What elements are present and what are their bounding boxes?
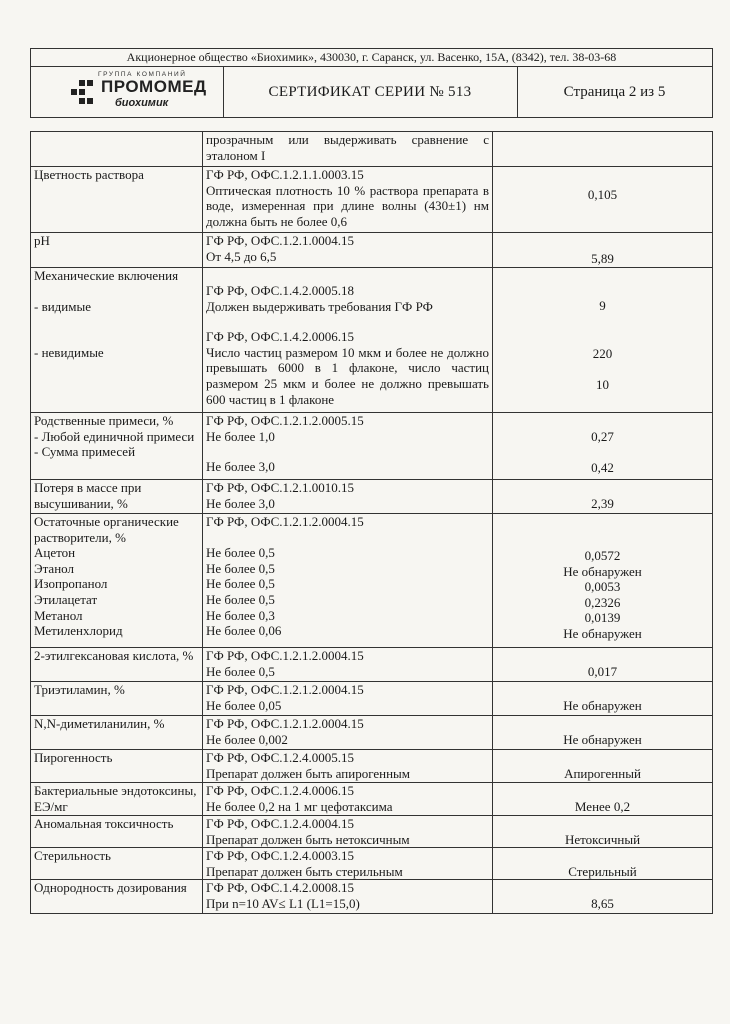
test-method: ГФ РФ, ОФС.1.2.1.0004.15 [206, 233, 355, 248]
table-row [31, 716, 713, 750]
result-value: 0,27 [591, 429, 614, 444]
solvent-name: Метанол [34, 607, 83, 623]
spec-text: Не более 0,5 [206, 545, 275, 561]
table-row [31, 268, 713, 413]
spec-text: Не более 0,3 [206, 607, 275, 623]
test-name: Механические включения [34, 268, 179, 283]
result-value: Не обнаружен [563, 732, 642, 747]
test-method: ГФ РФ, ОФС.1.2.1.2.0004.15 [206, 514, 364, 529]
table-row [31, 480, 713, 514]
table-row [31, 167, 713, 233]
spec-text: Оптическая плотность 10 % раствора препарата в воде, измеренная при длине волны (430±1) нм должна быть не более 0,6 [206, 182, 489, 229]
test-method: ГФ РФ, ОФС.1.2.1.0010.15 [206, 480, 355, 495]
test-name: N,N-диметиланилин, % [31, 716, 203, 750]
result-value: Не обнаружен [563, 698, 642, 713]
spec-text: Препарат должен быть апирогенным [206, 765, 410, 781]
spec-text: прозрачным или выдерживать сравнение с эталоном I [203, 132, 493, 167]
spec-text: Должен выдерживать требования ГФ РФ [206, 298, 433, 314]
solvent-name: Ацетон [34, 545, 76, 561]
spec-text: Не более 0,5 [206, 591, 275, 607]
result-value: 10 [596, 377, 609, 392]
test-name: 2-этилгексановая кислота, % [31, 648, 203, 682]
test-method: ГФ РФ, ОФС.1.2.4.0005.15 [206, 750, 355, 765]
test-subname: - видимые [34, 298, 91, 314]
spec-text: Не более 1,0 [206, 428, 275, 444]
table-row [31, 682, 713, 716]
table-row [31, 848, 713, 880]
result-value: 9 [599, 298, 606, 313]
table-row [31, 233, 713, 268]
test-method: ГФ РФ, ОФС.1.2.1.2.0004.15 [206, 682, 364, 697]
result-value: 220 [592, 346, 613, 361]
spec-text: Не более 0,5 [206, 663, 275, 679]
result-value: 0,0572 [584, 548, 621, 563]
test-name: Аномальная токсичность [31, 816, 203, 848]
result-value: Не обнаружен [563, 563, 642, 579]
table-row [31, 132, 713, 167]
test-name: pH [31, 233, 203, 268]
test-method: ГФ РФ, ОФС.1.2.1.2.0004.15 [206, 648, 364, 663]
test-method: ГФ РФ, ОФС.1.2.4.0004.15 [206, 816, 355, 831]
table-row [31, 648, 713, 682]
company-address-line: Акционерное общество «Биохимик», 430030, г. Саранск, ул. Васенко, 15А, (8342), тел. 38-03-68 [31, 49, 712, 67]
result-value: 0,0139 [584, 610, 621, 626]
test-name: Однородность дозирования [31, 880, 203, 914]
test-method: ГФ РФ, ОФС.1.2.4.0003.15 [206, 848, 355, 864]
page-number: Страница 2 из 5 [563, 84, 666, 100]
spec-text: Не более 0,5 [206, 576, 275, 592]
spec-text: Число частиц размером 10 мкм и более не должно превышать 6000 в 1 флаконе, число частиц размером 25 мкм и более не должно превышать 600 частиц в 1 флаконе [206, 344, 489, 407]
spec-text: Не более 0,5 [206, 560, 275, 576]
test-method: ГФ РФ, ОФС.1.2.1.1.0003.15 [206, 167, 364, 182]
result-value: Апирогенный [564, 766, 641, 781]
test-method: ГФ РФ, ОФС.1.4.2.0006.15 [206, 329, 355, 345]
table-row [31, 514, 713, 648]
spec-text: Препарат должен быть стерильным [206, 863, 403, 879]
test-name: Бактериальные эндотоксины, ЕЭ/мг [31, 783, 203, 816]
logo-group-caption: ГРУППА КОМПАНИЙ [98, 71, 187, 78]
test-method: ГФ РФ, ОФС.1.4.2.0005.18 [206, 283, 355, 298]
result-value: 0,017 [587, 664, 618, 679]
spec-text: При n=10 AV≤ L1 (L1=15,0) [206, 895, 360, 911]
test-subname: - невидимые [34, 345, 104, 361]
result-value: 0,42 [591, 460, 614, 475]
table-row [31, 413, 713, 480]
logo-subtitle: биохимик [115, 97, 169, 109]
test-name: Остаточные органические растворители, % [34, 514, 179, 545]
solvent-name: Этанол [34, 560, 74, 576]
test-subname: - Сумма примесей [34, 444, 136, 460]
spec-text: Не более 0,2 на 1 мг цефотаксима [206, 798, 393, 814]
spec-text: Не более 0,06 [206, 623, 282, 639]
table-row [31, 750, 713, 783]
spec-text: Не более 0,05 [206, 697, 282, 713]
result-value: Не обнаружен [563, 626, 642, 641]
test-method: ГФ РФ, ОФС.1.2.1.2.0005.15 [206, 413, 364, 428]
company-logo [31, 66, 224, 118]
logo-name: ПРОМОМЕД [101, 77, 207, 96]
spec-text: Препарат должен быть нетоксичным [206, 831, 410, 847]
promomed-logo-icon [61, 79, 101, 105]
table-row [31, 880, 713, 914]
spec-text: Не более 0,002 [206, 731, 288, 747]
test-method: ГФ РФ, ОФС.1.2.4.0006.15 [206, 783, 355, 798]
solvent-name: Изопропанол [34, 576, 108, 592]
table-row [31, 783, 713, 816]
result-value: 5,89 [591, 251, 614, 266]
test-subname: - Любой единичной примеси [34, 428, 195, 444]
solvent-name: Метиленхлорид [34, 623, 123, 639]
test-name: Потеря в массе при высушивании, % [31, 480, 203, 514]
test-name: Триэтиламин, % [31, 682, 203, 716]
spec-text: Не более 3,0 [206, 495, 275, 511]
result-value: 0,105 [587, 187, 618, 202]
specification-table [30, 131, 713, 914]
result-value: 0,2326 [584, 594, 621, 610]
result-value: Стерильный [568, 864, 637, 880]
result-value: 8,65 [591, 896, 614, 912]
document-header [30, 48, 713, 118]
result-value: 0,0053 [584, 579, 621, 595]
result-value: 2,39 [591, 496, 614, 511]
result-value: Нетоксичный [564, 832, 641, 847]
test-method: ГФ РФ, ОФС.1.2.1.2.0004.15 [206, 716, 364, 731]
spec-text: Не более 3,0 [206, 459, 275, 475]
test-name: Пирогенность [31, 750, 203, 783]
table-row [31, 816, 713, 848]
test-name: Цветность раствора [31, 167, 203, 233]
test-name: Родственные примеси, % [34, 413, 174, 428]
certificate-title: СЕРТИФИКАТ СЕРИИ № 513 [223, 66, 518, 118]
result-value: Менее 0,2 [574, 799, 631, 814]
spec-text: От 4,5 до 6,5 [206, 248, 277, 264]
test-name: Стерильность [31, 848, 203, 880]
test-method: ГФ РФ, ОФС.1.4.2.0008.15 [206, 880, 355, 896]
solvent-name: Этилацетат [34, 591, 98, 607]
